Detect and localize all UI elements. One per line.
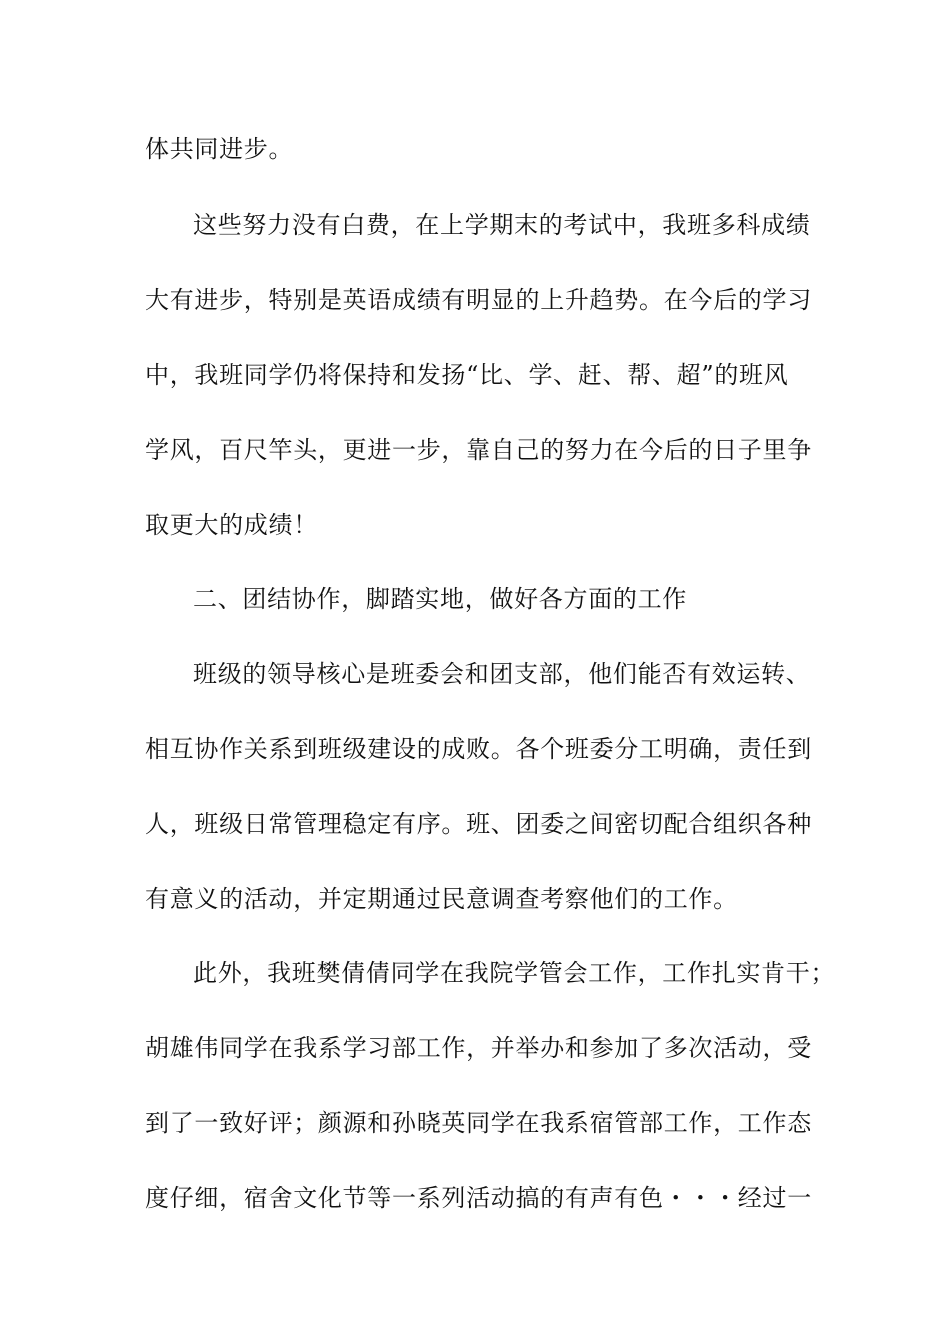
text-line: 大有进步，特别是英语成绩有明显的上升趋势。在今后的学习	[145, 286, 812, 314]
text-line: 学风，百尺竿头，更进一步，靠自己的努力在今后的日子里争	[145, 436, 812, 464]
paragraph-start: 班级的领导核心是班委会和团支部，他们能否有效运转、	[193, 660, 811, 688]
text-line: 胡雄伟同学在我系学习部工作，并举办和参加了多次活动，受	[145, 1034, 812, 1062]
section-heading: 二、团结协作，脚踏实地，做好各方面的工作	[193, 585, 687, 613]
text-line: 到了一致好评；颜源和孙晓英同学在我系宿管部工作，工作态	[145, 1109, 812, 1137]
text-line: 取更大的成绩！	[145, 511, 318, 539]
text-line: 人，班级日常管理稳定有序。班、团委之间密切配合组织各种	[145, 810, 812, 838]
text-line: 体共同进步。	[145, 135, 294, 163]
text-line: 中，我班同学仍将保持和发扬“比、学、赶、帮、超”的班风	[145, 361, 789, 389]
text-line: 相互协作关系到班级建设的成败。各个班委分工明确，责任到	[145, 735, 812, 763]
text-line: 度仔细，宿舍文化节等一系列活动搞的有声有色・・・经过一	[145, 1184, 812, 1212]
paragraph-start: 此外，我班樊倩倩同学在我院学管会工作，工作扎实肯干；	[193, 959, 836, 987]
paragraph-start: 这些努力没有白费，在上学期末的考试中，我班多科成绩	[193, 211, 811, 239]
text-line: 有意义的活动，并定期通过民意调查考察他们的工作。	[145, 885, 738, 913]
